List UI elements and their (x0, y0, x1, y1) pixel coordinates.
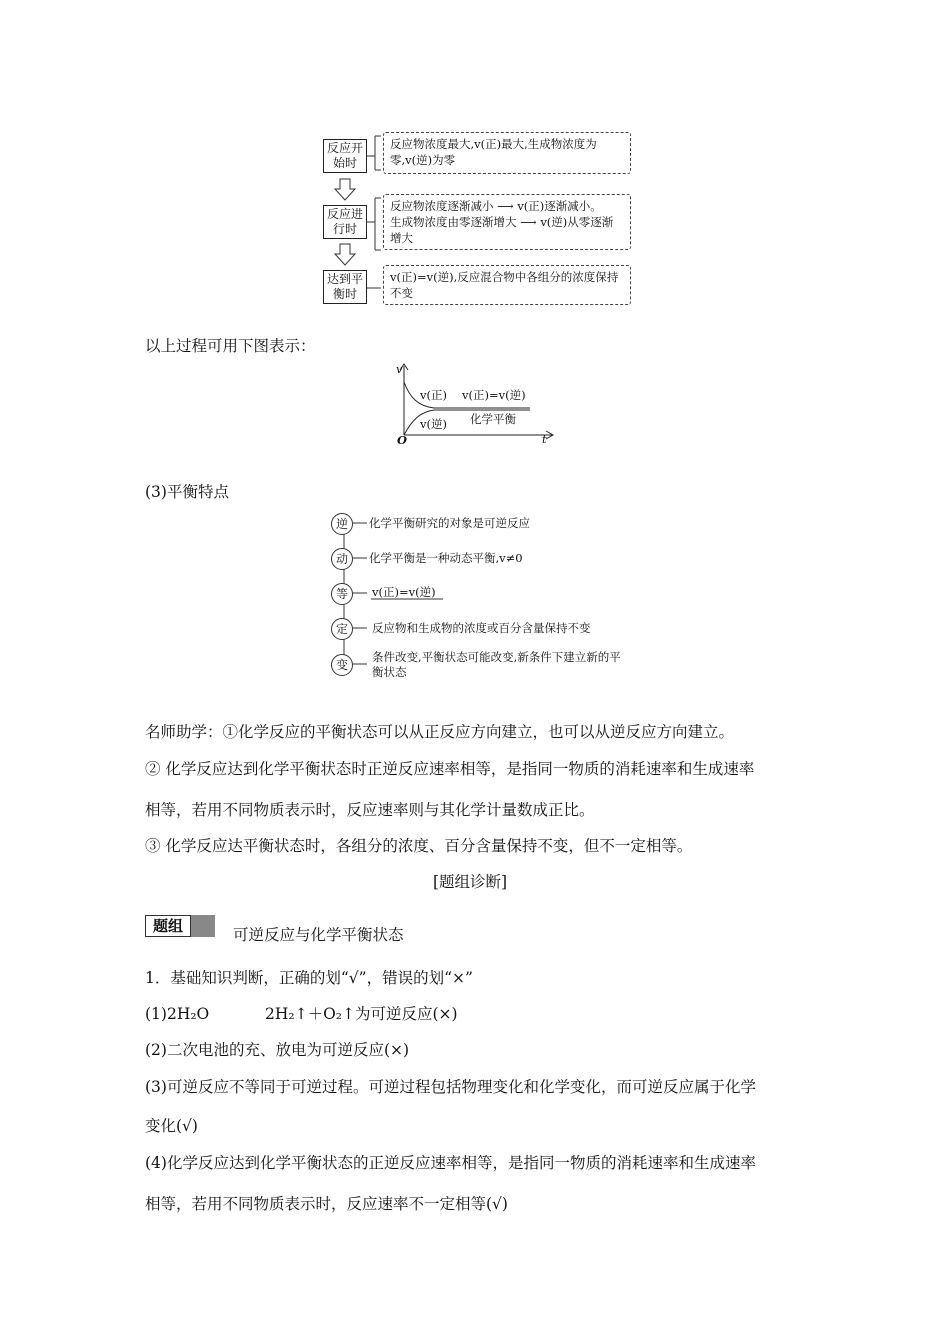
down-arrow-icon (333, 178, 357, 202)
progress-line-2b: v(逆)从零逐渐增大 (390, 215, 614, 245)
question-1-4a: (4)化学反应达到化学平衡状态的正逆反应速率相等，是指同一物质的消耗速率和生成速率 (145, 1154, 756, 1172)
question-1-3b: 变化(√) (145, 1117, 198, 1135)
features-heading: (3)平衡特点 (145, 483, 229, 501)
down-arrow-icon (333, 243, 357, 267)
feature-char: 等 (331, 583, 353, 605)
feature-text: 条件改变,平衡状态可能改变,新条件下建立新的平衡状态 (372, 650, 621, 679)
graph-reverse-label: v(逆) (420, 417, 447, 431)
note-3: ③ 化学反应达平衡状态时，各组分的浓度、百分含量保持不变，但不一定相等。 (145, 837, 693, 855)
flow-progress-box: 反应进行时 (323, 205, 367, 239)
flow-start-box: 反应开始时 (323, 139, 367, 173)
note-2a: ② 化学反应达到化学平衡状态时正逆反应速率相等，是指同一物质的消耗速率和生成速率 (145, 760, 755, 778)
graph-y-label: v (396, 362, 403, 376)
question-1-4b: 相等，若用不同物质表示时，反应速率不一定相等(√) (145, 1195, 508, 1213)
feature-text: 反应物和生成物的浓度或百分含量保持不变 (372, 621, 591, 635)
feature-text: 化学平衡研究的对象是可逆反应 (369, 516, 530, 530)
note-2b: 相等，若用不同物质表示时，反应速率则与其化学计量数成正比。 (145, 801, 595, 819)
feature-text: v(正)=v(逆) (372, 585, 436, 599)
note-1: 名师助学：①化学反应的平衡状态可以从正反应方向建立，也可以从逆反应方向建立。 (145, 723, 735, 741)
question-1-2: (2)二次电池的充、放电为可逆反应(×) (145, 1041, 410, 1059)
group-tag-bar (191, 915, 215, 937)
progress-line-2: 生成物浓度由零逐渐增大 (390, 215, 517, 229)
question-1-1b: 2H₂↑＋O₂↑为可逆反应(×) (265, 1005, 458, 1023)
flow-progress-desc: 反应物浓度逐渐减小 ⟶ v(正)逐渐减小。 生成物浓度由零逐渐增大 ⟶ v(逆)从零逐渐增大 (383, 194, 631, 250)
flow-eq-box: 达到平衡时 (323, 270, 367, 304)
flow-eq-desc: v(正)=v(逆),反应混合物中各组分的浓度保持不变 (383, 265, 631, 305)
progress-line-1b: v(正)逐渐减小。 (517, 199, 602, 213)
feature-char: 变 (331, 654, 353, 676)
feature-char: 逆 (331, 513, 353, 535)
flow-start-desc: 反应物浓度最大,v(正)最大,生成物浓度为零,v(逆)为零 (383, 132, 631, 174)
graph-forward-label: v(正) (420, 388, 447, 402)
group-tag-label: 题组 (145, 915, 191, 937)
question-1-3a: (3)可逆反应不等同于可逆过程。可逆过程包括物理变化和化学变化，而可逆反应属于化学 (145, 1078, 756, 1096)
group-title: 可逆反应与化学平衡状态 (233, 926, 404, 944)
graph-equilibrium-label: 化学平衡 (470, 412, 516, 426)
question-1-1a: (1)2H₂O (145, 1005, 210, 1023)
feature-text: 化学平衡是一种动态平衡,v≠0 (369, 551, 523, 565)
intro-text: 以上过程可用下图表示： (145, 337, 316, 355)
group-tag (145, 915, 215, 937)
feature-char: 动 (331, 548, 353, 570)
feature-char: 定 (331, 618, 353, 640)
question-1: 1．基础知识判断，正确的划“√”，错误的划“×” (145, 969, 473, 987)
rate-time-graph (390, 360, 560, 452)
graph-origin: O (397, 433, 408, 447)
graph-x-label: t (542, 432, 547, 446)
section-title: [题组诊断] (433, 873, 508, 891)
progress-line-1: 反应物浓度逐渐减小 (390, 199, 494, 213)
graph-equal-label: v(正)=v(逆) (462, 388, 526, 402)
